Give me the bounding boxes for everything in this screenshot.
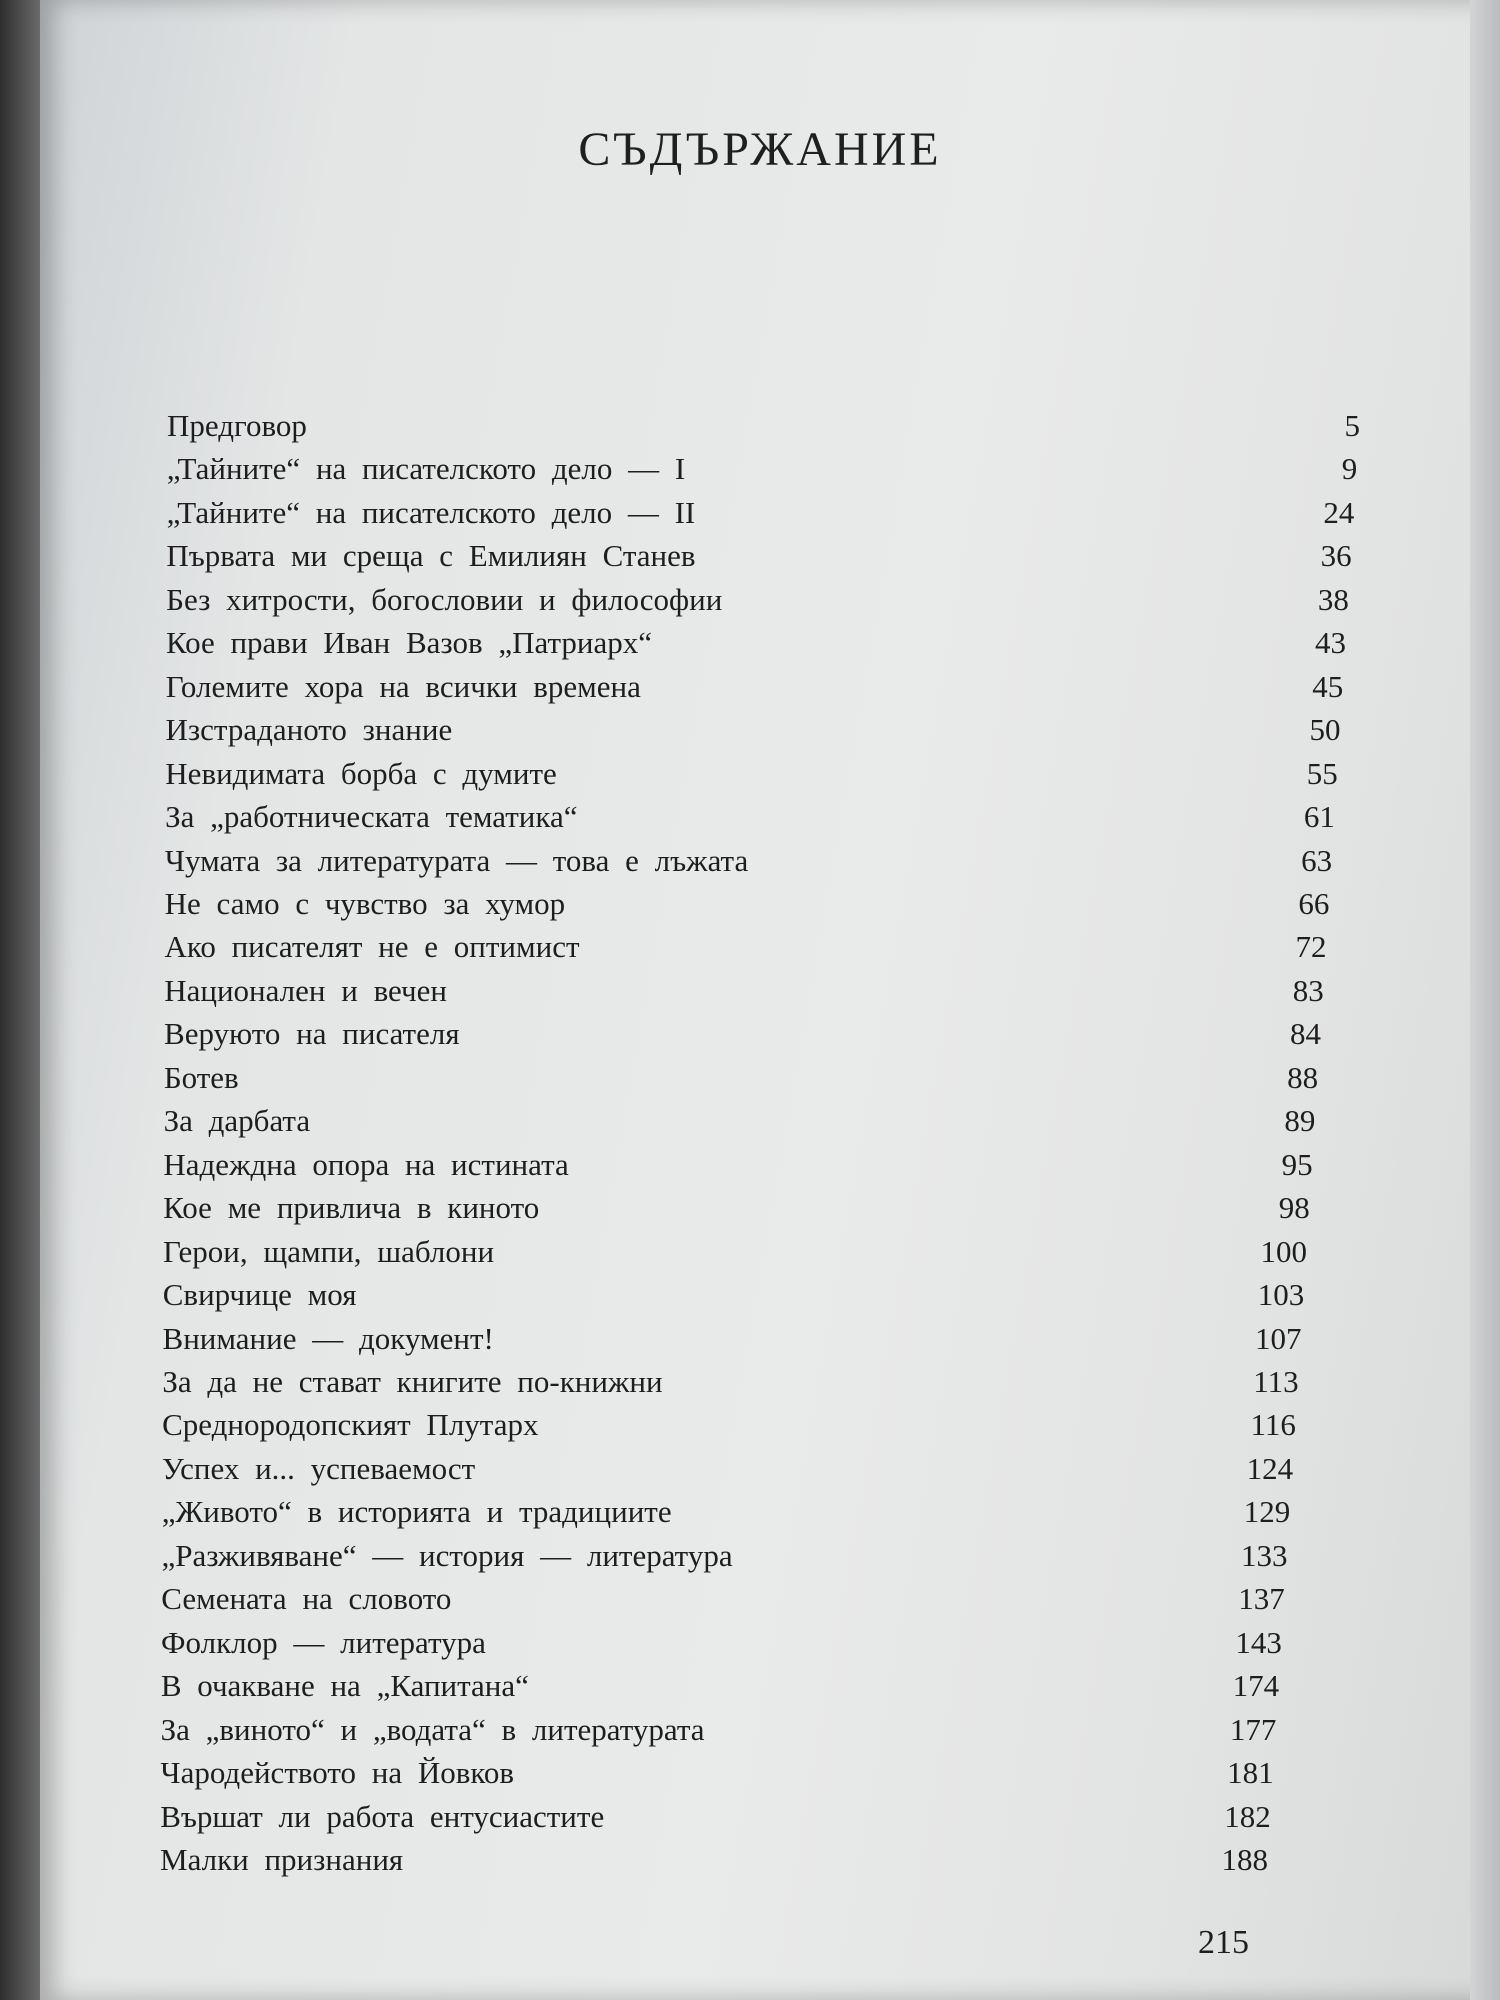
toc-entry-title: В очакване на „Капитана“ <box>160 1668 529 1704</box>
toc-entry-page: 133 <box>1241 1537 1288 1573</box>
toc-entry <box>164 1060 1318 1100</box>
toc-entry-page: 83 <box>1292 972 1324 1008</box>
toc-entry-title: За да не стават книгите по-книжни <box>162 1364 663 1399</box>
toc-entry <box>165 843 1332 883</box>
toc-entry-title: За „работническата тематика“ <box>165 799 578 835</box>
toc-entry-page: 55 <box>1306 755 1338 791</box>
toc-entry <box>163 1190 1310 1230</box>
page-title: СЪДЪРЖАНИЕ <box>578 123 942 176</box>
toc-entry-title: Веруюто на писателя <box>164 1016 460 1052</box>
toc-entry-title: За дарбата <box>163 1103 311 1139</box>
toc-entry-title: Големите хора на всички времена <box>165 668 641 704</box>
toc-entry <box>161 1625 1282 1665</box>
toc-entry <box>162 1407 1296 1447</box>
toc-entry-title: Ако писателят не е оптимист <box>164 929 580 965</box>
toc-entry <box>161 1668 1279 1708</box>
toc-entry-page: 38 <box>1317 581 1349 617</box>
toc-entry <box>167 495 1355 535</box>
toc-entry-page: 100 <box>1260 1233 1308 1269</box>
toc-entry-title: Малки признания <box>160 1842 404 1877</box>
toc-entry-title: „Тайните“ на писателското дело — I <box>166 451 686 487</box>
toc-entry-title: Без хитрости, богословии и философии <box>166 581 723 617</box>
toc-entry-title: Фолклор — литература <box>161 1624 486 1660</box>
toc-entry-page: 107 <box>1254 1320 1302 1356</box>
toc-entry-page: 24 <box>1323 494 1355 530</box>
toc-entry-title: Национален и вечен <box>164 972 447 1008</box>
toc-entry-page: 50 <box>1309 712 1341 748</box>
toc-entry-page: 177 <box>1229 1711 1277 1747</box>
toc-entry <box>165 756 1337 796</box>
toc-entry-page: 36 <box>1320 538 1352 574</box>
toc-entry-page: 143 <box>1235 1624 1282 1660</box>
toc-entry <box>163 1321 1302 1361</box>
toc-entry-page: 174 <box>1232 1668 1280 1704</box>
toc-entry-page: 66 <box>1298 886 1330 921</box>
toc-entry-title: Предговор <box>167 408 307 443</box>
toc-entry-title: Герои, щампи, шаблони <box>162 1233 495 1269</box>
toc-entry <box>166 669 1344 709</box>
toc-entry-title: Успех и... успеваемост <box>161 1450 476 1486</box>
toc-entry <box>160 1755 1273 1795</box>
toc-entry-title: Чародейството на Йовков <box>160 1755 515 1791</box>
toc-entry-title: Свирчице моя <box>162 1277 357 1313</box>
toc-entry-page: 181 <box>1227 1755 1274 1791</box>
toc-entry-title: Изстраданото знание <box>165 712 453 748</box>
toc-entry-page: 98 <box>1278 1190 1310 1226</box>
toc-entry <box>164 929 1326 969</box>
toc-entry-title: „Живото“ в историята и традициите <box>161 1494 672 1530</box>
toc-entry-page: 88 <box>1287 1059 1319 1095</box>
toc-entry-title: Не само с чувство за хумор <box>164 886 566 921</box>
toc-entry <box>164 973 1324 1013</box>
toc-entry-title: Ботев <box>163 1059 239 1095</box>
toc-entry <box>160 1799 1271 1839</box>
toc-entry-title: Кое прави Иван Вазов „Патриарх“ <box>165 625 653 661</box>
toc-entry-page: 95 <box>1281 1146 1313 1182</box>
toc-entry-page: 124 <box>1246 1450 1294 1486</box>
toc-entry <box>166 712 1341 752</box>
toc-entry-page: 113 <box>1253 1364 1299 1399</box>
toc-entry-page: 5 <box>1344 408 1360 443</box>
toc-entry-page: 45 <box>1312 668 1344 704</box>
toc-entry <box>160 1842 1268 1882</box>
toc-entry-page: 137 <box>1238 1581 1285 1617</box>
toc-entry-title: За „виното“ и „водата“ в литературата <box>160 1711 705 1747</box>
toc-entry <box>165 886 1330 926</box>
toc-entry <box>166 582 1349 622</box>
toc-entry <box>164 1016 1321 1056</box>
toc-entry-title: „Тайните“ на писателското дело — II <box>166 494 696 530</box>
toc-entry-page: 9 <box>1341 451 1358 487</box>
toc-entry <box>167 451 1357 491</box>
toc-entry <box>161 1581 1284 1621</box>
toc-entry-page: 43 <box>1315 625 1347 661</box>
toc-entry-page: 129 <box>1243 1494 1291 1530</box>
toc-entry-title: Внимание — документ! <box>162 1320 494 1356</box>
toc-entry-title: Надеждна опора на истината <box>163 1146 569 1182</box>
toc-entry-page: 72 <box>1295 929 1327 965</box>
toc-entry-page: 63 <box>1301 842 1333 878</box>
toc-entry-page: 103 <box>1257 1277 1305 1313</box>
toc-entry <box>166 625 1346 665</box>
toc-entry-page: 89 <box>1284 1103 1316 1139</box>
page-number: 215 <box>1198 1924 1249 1961</box>
toc-entry-page: 188 <box>1221 1842 1268 1877</box>
toc-entry <box>165 799 1335 839</box>
toc-entry <box>163 1277 1304 1317</box>
toc-entry-title: Кое ме привлича в киното <box>163 1190 540 1226</box>
toc-entry-title: Невидимата борба с думите <box>165 755 557 791</box>
toc-entry <box>163 1234 1307 1274</box>
toc-entry <box>164 1103 1316 1143</box>
toc-entry-page: 84 <box>1289 1016 1321 1052</box>
toc-entry-title: Вършат ли работа ентусиастите <box>160 1798 605 1834</box>
toc-entry-title: Семената на словото <box>161 1581 452 1617</box>
toc-entry <box>163 1147 1312 1187</box>
toc-entry <box>161 1712 1277 1752</box>
toc-entry-title: Първата ми среща с Емилиян Станев <box>166 538 696 574</box>
toc-entry <box>162 1364 1298 1404</box>
toc-entry-page: 116 <box>1250 1407 1296 1443</box>
toc-entry <box>161 1538 1287 1578</box>
toc-entry <box>162 1451 1293 1491</box>
toc-entry <box>162 1494 1291 1534</box>
toc-entry-page: 182 <box>1224 1798 1271 1834</box>
toc-entry <box>166 538 1351 578</box>
toc-entry <box>167 408 1360 448</box>
toc-entry-title: „Разживяване“ — история — литература <box>161 1537 733 1573</box>
toc-entry-title: Среднородопският Плутарх <box>162 1407 539 1443</box>
toc-entry-title: Чумата за литературата — това е лъжата <box>164 842 749 878</box>
toc-entry-page: 61 <box>1303 799 1335 835</box>
